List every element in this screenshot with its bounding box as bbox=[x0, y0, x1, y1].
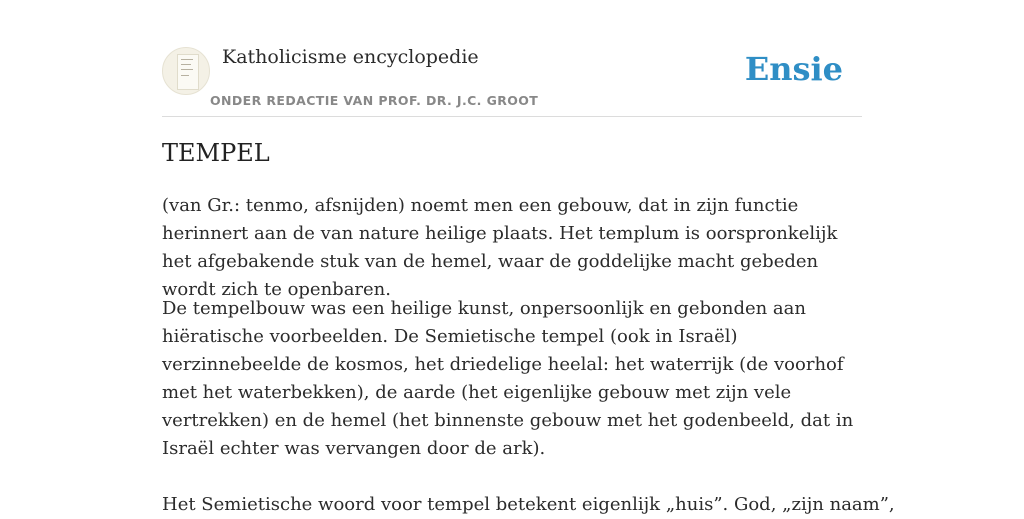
ensie-logo[interactable]: Ensie bbox=[744, 50, 843, 88]
editor-credit: ONDER REDACTIE VAN PROF. DR. J.C. GROOT bbox=[210, 93, 539, 108]
book-cover-icon[interactable] bbox=[162, 47, 210, 95]
entry-paragraph-3: Het Semietische woord voor tempel betekent eigenlijk „huis”. God, „zijn naam”, bbox=[162, 494, 895, 515]
entry-title: TEMPEL bbox=[162, 139, 270, 167]
page-content bbox=[162, 0, 895, 515]
header bbox=[162, 0, 862, 117]
entry-paragraph-2: De tempelbouw was een heilige kunst, onpersoonlijk en gebonden aan hiëratische voorbeelden. De Semietische tempel (ook in Israël) verzinnebeelde de kosmos, het driedelige heelal: het waterrijk (de voorhof met het waterbekken), de aarde (het eigenlijke gebouw met zijn vele vertrekken) en de hemel (het binnenste gebouw met het godenbeeld, dat in Israël echter was vervangen door de ark). bbox=[162, 298, 854, 459]
entry-paragraph-1: (van Gr.: tenmo, afsnijden) noemt men een gebouw, dat in zijn functie herinnert aan de van nature heilige plaats. Het templum is oorspronkelijk het afgebakende stuk van de hemel, waar de goddelijke macht gebeden wordt zich te openbaren. bbox=[162, 195, 838, 300]
book-title[interactable]: Katholicisme encyclopedie bbox=[222, 46, 479, 68]
